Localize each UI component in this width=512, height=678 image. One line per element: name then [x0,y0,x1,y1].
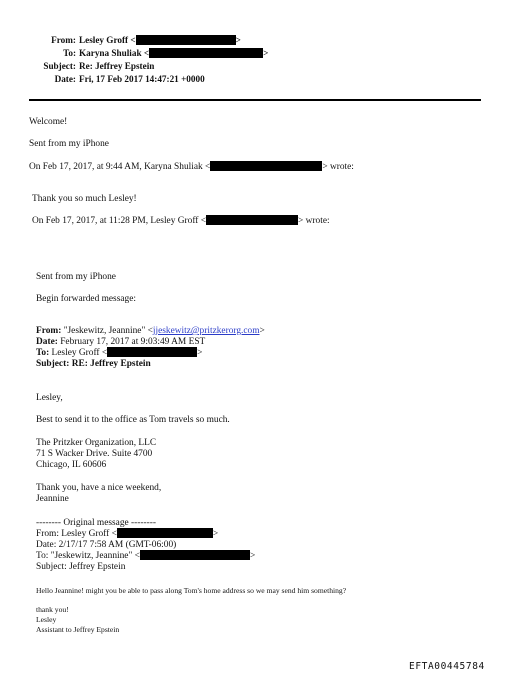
header-from-row [0,34,241,46]
original-to: To: "Jeskewitz, Jeannine" < [36,551,140,561]
redaction-block [140,550,250,560]
reply-closing: Thank you, have a nice weekend, [36,483,162,493]
reply-org: The Pritzker Organization, LLC [36,438,157,448]
redaction-block [136,35,236,45]
sent-from-iphone-2: Sent from my iPhone [36,272,116,282]
header-to-label: To: [63,48,76,58]
header-date-row [0,73,205,85]
sent-from-iphone-1: Sent from my iPhone [29,139,109,149]
quote-header-1-post: > wrote: [322,162,354,172]
reply-addr1: 71 S Wacker Drive. Suite 4700 [36,449,153,459]
header-subject-row [0,60,154,72]
quote-header-2 [32,215,330,227]
header-to-row [0,47,268,59]
reply-salutation: Lesley, [36,393,63,403]
original-message: Hello Jeannine! might you be able to pass along Tom's home address so we may send him something? [36,586,347,595]
original-divider: -------- Original message -------- [36,518,156,528]
quote-header-2-post: > wrote: [298,216,330,226]
original-title: Assistant to Jeffrey Epstein [36,625,120,634]
fwd-subject-value: RE: Jeffrey Epstein [71,359,151,369]
redaction-block [206,215,298,225]
fwd-from-end: > [259,326,265,336]
original-to-end: > [249,551,256,561]
original-name: Lesley [36,615,57,624]
fwd-date-value: February 17, 2017 at 9:03:49 AM EST [60,337,206,347]
fwd-from-email-link[interactable]: jjeskewitz@pritzkerorg.com [152,326,260,336]
reply-signature: Jeannine [36,494,69,504]
redaction-block [149,48,263,58]
redaction-block [107,347,197,357]
fwd-from-label: From: [36,326,62,336]
header-subject-label: Subject: [43,61,76,71]
reply-addr2: Chicago, IL 60606 [36,460,107,470]
quote-header-1 [29,161,354,173]
welcome-text: Welcome! [29,117,68,127]
redaction-block [117,528,213,538]
forwarded-intro: Begin forwarded message: [36,294,136,304]
header-date-value: Fri, 17 Feb 2017 14:47:21 +0000 [79,74,205,84]
fwd-to-value: Lesley Groff < [51,348,108,358]
bates-number: EFTA00445784 [409,661,485,672]
header-to-name: Karyna Shuliak < [79,48,150,58]
header-date-label: Date: [54,74,76,84]
fwd-to-end: > [197,348,203,358]
header-divider [29,99,481,101]
fwd-date-label: Date: [36,337,58,347]
header-from-end: > [235,35,241,45]
reply-line1: Best to send it to the office as Tom travels so much. [36,415,230,425]
original-thanks: thank you! [36,605,69,614]
header-to-end: > [263,48,269,58]
fwd-from-name: "Jeskewitz, Jeannine" < [63,326,153,336]
header-from-name: Lesley Groff < [79,35,136,45]
header-subject-value: Re: Jeffrey Epstein [79,61,155,71]
quote-header-1-pre: On Feb 17, 2017, at 9:44 AM, Karyna Shuliak < [29,162,211,172]
thanks-text: Thank you so much Lesley! [32,194,137,204]
fwd-subject-row [36,358,151,370]
redaction-block [210,161,322,171]
fwd-subject-label: Subject: [36,359,70,369]
quote-header-2-pre: On Feb 17, 2017, at 11:28 PM, Lesley Groff < [32,216,207,226]
original-from: From: Lesley Groff < [36,529,117,539]
original-date: Date: 2/17/17 7:58 AM (GMT-06:00) [36,540,177,550]
fwd-to-label: To: [36,348,50,358]
original-subject: Subject: Jeffrey Epstein [36,562,126,572]
header-from-label: From: [51,35,76,45]
original-from-end: > [212,529,219,539]
